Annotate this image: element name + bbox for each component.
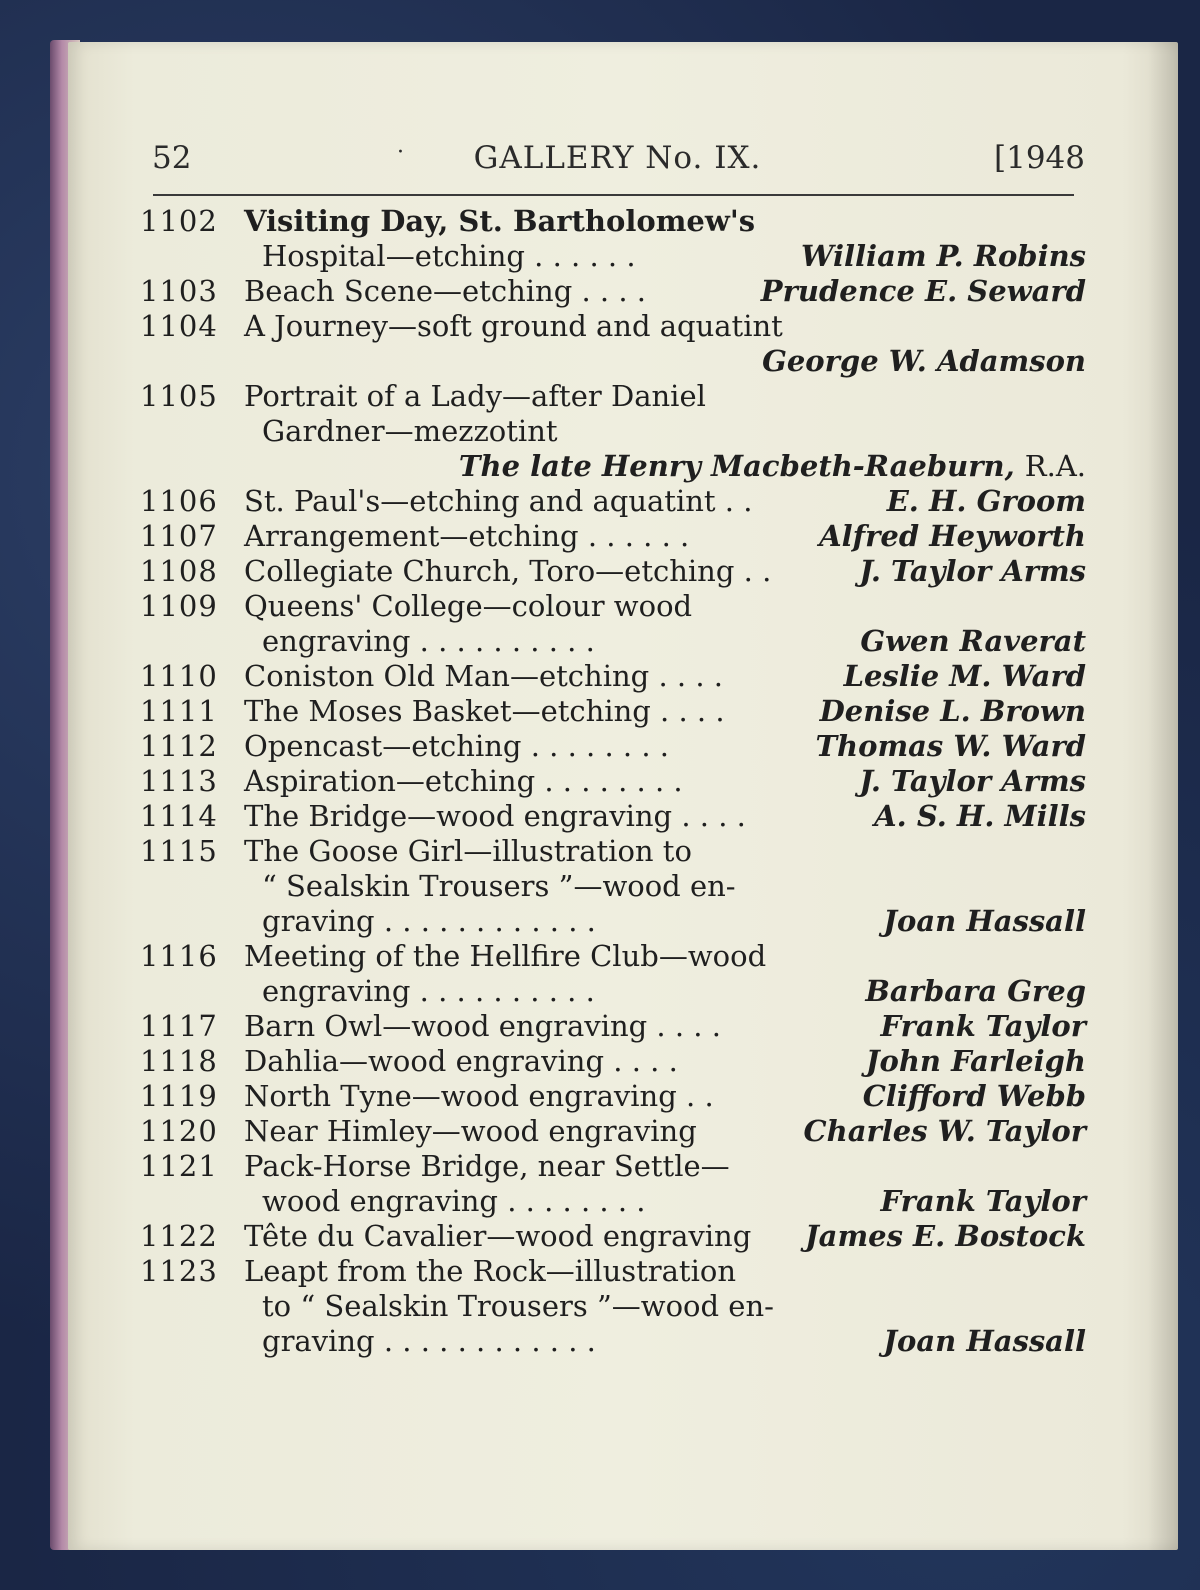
header-dot: · bbox=[397, 140, 404, 165]
artist-name-text: The late Henry Macbeth-Raeburn, bbox=[458, 449, 1015, 483]
entry-continuation bbox=[140, 239, 1086, 274]
entry-title: Barn Owl—wood engraving . . . . bbox=[244, 1009, 721, 1043]
catalogue-entry-1121 bbox=[140, 1149, 1086, 1184]
catalogue-entry-1111 bbox=[140, 694, 1086, 729]
entry-title-cont: wood engraving . . . . . . . . bbox=[262, 1184, 646, 1218]
entry-title: Arrangement—etching . . . . . . bbox=[244, 519, 690, 553]
entry-title: Dahlia—wood engraving . . . . bbox=[244, 1044, 678, 1078]
catalogue-entry-1122 bbox=[140, 1219, 1086, 1254]
catalogue-entry-1108 bbox=[140, 554, 1086, 589]
entry-title: The Bridge—wood engraving . . . . bbox=[244, 799, 746, 833]
catalogue-entry-1103 bbox=[140, 274, 1086, 309]
entry-title-cont: engraving . . . . . . . . . . bbox=[262, 974, 595, 1008]
artist-name: Prudence E. Seward bbox=[760, 274, 1086, 308]
catalogue-entry-1105 bbox=[140, 379, 1086, 414]
artist-name: Frank Taylor bbox=[880, 1009, 1086, 1043]
catalogue-entry-1113 bbox=[140, 764, 1086, 799]
artist-suffix: R.A. bbox=[1024, 449, 1086, 483]
entry-continuation bbox=[140, 1289, 1086, 1324]
catalogue-number: 1107 bbox=[140, 519, 218, 553]
entry-title: A Journey—soft ground and aquatint bbox=[244, 309, 783, 343]
catalogue-number: 1118 bbox=[140, 1044, 218, 1078]
catalogue-entry-1118 bbox=[140, 1044, 1086, 1079]
artist-name bbox=[459, 449, 1086, 484]
entry-continuation bbox=[140, 974, 1086, 1009]
entry-title: Queens' College—colour wood bbox=[244, 589, 693, 623]
catalogue-number: 1110 bbox=[140, 659, 218, 693]
entry-title-cont: to “ Sealskin Trousers ”—wood en- bbox=[262, 1289, 774, 1323]
artist-name: J. Taylor Arms bbox=[859, 554, 1086, 588]
artist-name: William P. Robins bbox=[800, 239, 1086, 273]
catalogue-entry-1114 bbox=[140, 799, 1086, 834]
entry-title: Leapt from the Rock—illustration bbox=[244, 1254, 736, 1288]
catalogue-number: 1102 bbox=[140, 204, 218, 238]
catalogue-entry-1104 bbox=[140, 309, 1086, 344]
catalogue-number: 1117 bbox=[140, 1009, 218, 1043]
entry-title: Aspiration—etching . . . . . . . . bbox=[244, 764, 683, 798]
catalogue-entry-1110 bbox=[140, 659, 1086, 694]
catalogue-entry-1116 bbox=[140, 939, 1086, 974]
artist-name: Gwen Raverat bbox=[860, 624, 1086, 658]
entry-continuation bbox=[140, 414, 1086, 449]
catalogue-number: 1112 bbox=[140, 729, 218, 763]
catalogue-number: 1105 bbox=[140, 379, 218, 413]
entry-title: Coniston Old Man—etching . . . . bbox=[244, 659, 723, 693]
catalogue-entry-1107 bbox=[140, 519, 1086, 554]
catalogue-number: 1121 bbox=[140, 1149, 218, 1183]
catalogue-number: 1111 bbox=[140, 694, 218, 728]
artist-name: Thomas W. Ward bbox=[815, 729, 1086, 763]
catalogue-entry-1123 bbox=[140, 1254, 1086, 1289]
catalogue-number: 1108 bbox=[140, 554, 218, 588]
header-year: [1948 bbox=[994, 140, 1085, 176]
header-rule bbox=[153, 194, 1074, 196]
page-number: 52 bbox=[152, 140, 192, 176]
catalogue-entry-1109 bbox=[140, 589, 1086, 624]
catalogue-number: 1123 bbox=[140, 1254, 218, 1288]
artist-name: J. Taylor Arms bbox=[859, 764, 1086, 798]
artist-name: Denise L. Brown bbox=[819, 694, 1086, 728]
catalogue-list bbox=[140, 204, 1086, 1359]
catalogue-number: 1115 bbox=[140, 834, 218, 868]
entry-continuation bbox=[140, 1324, 1086, 1359]
catalogue-number: 1122 bbox=[140, 1219, 218, 1253]
entry-title-cont: “ Sealskin Trousers ”—wood en- bbox=[262, 869, 736, 903]
entry-continuation bbox=[140, 344, 1086, 379]
artist-name: A. S. H. Mills bbox=[874, 799, 1086, 833]
entry-continuation bbox=[140, 869, 1086, 904]
entry-title-cont: Hospital—etching . . . . . . bbox=[262, 239, 636, 273]
catalogue-entry-1115 bbox=[140, 834, 1086, 869]
catalogue-entry-1117 bbox=[140, 1009, 1086, 1044]
catalogue-number: 1104 bbox=[140, 309, 218, 343]
entry-continuation bbox=[140, 449, 1086, 484]
artist-name: John Farleigh bbox=[865, 1044, 1086, 1078]
gallery-title: GALLERY No. IX. bbox=[473, 140, 762, 176]
artist-name: Leslie M. Ward bbox=[843, 659, 1086, 693]
catalogue-number: 1106 bbox=[140, 484, 218, 518]
gutter-shadow bbox=[1148, 42, 1178, 1550]
artist-name: Joan Hassall bbox=[883, 904, 1086, 938]
artist-name: Barbara Greg bbox=[865, 974, 1086, 1008]
entry-title: St. Paul's—etching and aquatint . . bbox=[244, 484, 753, 518]
catalogue-number: 1109 bbox=[140, 589, 218, 623]
catalogue-number: 1119 bbox=[140, 1079, 218, 1113]
catalogue-number: 1103 bbox=[140, 274, 218, 308]
entry-title: Meeting of the Hellfire Club—wood bbox=[244, 939, 767, 973]
catalogue-entry-1120 bbox=[140, 1114, 1086, 1149]
catalogue-entry-1106 bbox=[140, 484, 1086, 519]
catalogue-entry-1119 bbox=[140, 1079, 1086, 1114]
entry-title: Tête du Cavalier—wood engraving bbox=[244, 1219, 752, 1253]
entry-title: Collegiate Church, Toro—etching . . bbox=[244, 554, 772, 588]
artist-name: Joan Hassall bbox=[883, 1324, 1086, 1358]
entry-continuation bbox=[140, 624, 1086, 659]
entry-title: Near Himley—wood engraving bbox=[244, 1114, 697, 1148]
entry-title-cont: engraving . . . . . . . . . . bbox=[262, 624, 595, 658]
entry-continuation bbox=[140, 1184, 1086, 1219]
entry-title: North Tyne—wood engraving . . bbox=[244, 1079, 714, 1113]
catalogue-number: 1114 bbox=[140, 799, 218, 833]
entry-title-cont: graving . . . . . . . . . . . . bbox=[262, 904, 596, 938]
entry-title: Portrait of a Lady—after Daniel bbox=[244, 379, 706, 413]
entry-title: Pack-Horse Bridge, near Settle— bbox=[244, 1149, 730, 1183]
artist-name: Alfred Heyworth bbox=[819, 519, 1086, 553]
entry-title-cont: graving . . . . . . . . . . . . bbox=[262, 1324, 596, 1358]
catalogue-entry-1112 bbox=[140, 729, 1086, 764]
catalogue-number: 1113 bbox=[140, 764, 218, 798]
catalogue-number: 1116 bbox=[140, 939, 218, 973]
running-header bbox=[150, 140, 1085, 180]
entry-title: Beach Scene—etching . . . . bbox=[244, 274, 647, 308]
entry-title: Visiting Day, St. Bartholomew's bbox=[244, 204, 756, 238]
entry-title: The Goose Girl—illustration to bbox=[244, 834, 692, 868]
entry-title-cont: Gardner—mezzotint bbox=[262, 414, 558, 448]
artist-name: George W. Adamson bbox=[762, 344, 1086, 378]
entry-continuation bbox=[140, 904, 1086, 939]
artist-name: E. H. Groom bbox=[886, 484, 1086, 518]
artist-name: Clifford Webb bbox=[862, 1079, 1086, 1113]
artist-name: Charles W. Taylor bbox=[803, 1114, 1086, 1148]
artist-name: James E. Bostock bbox=[804, 1219, 1086, 1253]
catalogue-entry-1102 bbox=[140, 204, 1086, 239]
entry-title: The Moses Basket—etching . . . . bbox=[244, 694, 725, 728]
artist-name: Frank Taylor bbox=[880, 1184, 1086, 1218]
catalogue-number: 1120 bbox=[140, 1114, 218, 1148]
entry-title: Opencast—etching . . . . . . . . bbox=[244, 729, 669, 763]
